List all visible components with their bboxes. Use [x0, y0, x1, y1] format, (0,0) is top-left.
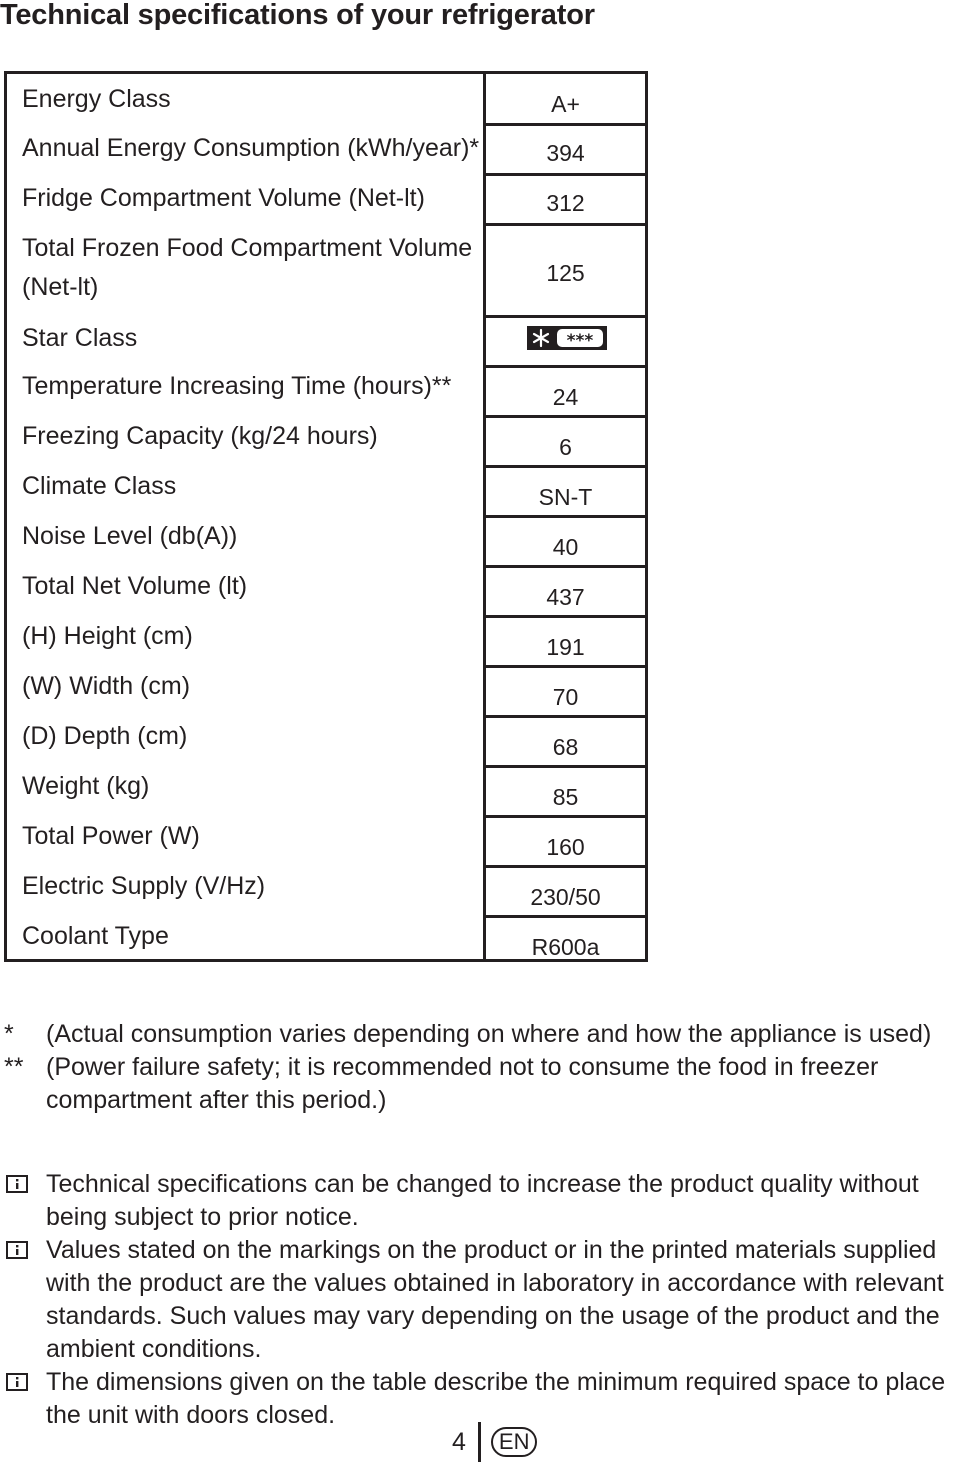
language-badge: EN [491, 1427, 538, 1457]
info-icon [6, 1373, 28, 1391]
footnote-text: (Actual consumption varies depending on where and how the appliance is used) [46, 1020, 932, 1048]
page-title: Technical specifications of your refrigerator [0, 0, 595, 31]
spec-label: Total Power (W) [22, 822, 200, 850]
spec-row-total-net-volume [7, 566, 645, 616]
spec-row-energy-class [7, 74, 645, 124]
footnote [4, 1051, 954, 1117]
spec-row-height [7, 616, 645, 666]
spec-label: Energy Class [22, 85, 171, 113]
footnotes [4, 1018, 954, 1117]
info-icon [6, 1241, 28, 1259]
spec-row-annual-energy [7, 124, 645, 174]
spec-row-total-power [7, 816, 645, 866]
spec-row-weight [7, 766, 645, 816]
spec-value: 70 [552, 684, 579, 710]
spec-value: 312 [546, 190, 585, 216]
spec-row-electric-supply [7, 866, 645, 916]
spec-value: 437 [546, 584, 585, 610]
note-text: Values stated on the markings on the product or in the printed materials supplied with the product are the values obtained in laboratory in accordance with relevant standards. Such values may vary depending on the usage of the product and the ambient conditions. [46, 1236, 944, 1363]
spec-label: Electric Supply (V/Hz) [22, 872, 266, 900]
info-note [4, 1168, 960, 1234]
footer-divider [478, 1422, 481, 1462]
spec-value: 85 [552, 784, 579, 810]
footnote-mark: * [4, 1020, 14, 1048]
spec-row-noise-level [7, 516, 645, 566]
spec-value: A+ [551, 91, 580, 117]
spec-table [4, 71, 648, 962]
info-note [4, 1234, 960, 1366]
spec-label: Total Frozen Food Compartment Volume (Net-lt) [22, 234, 473, 301]
spec-value: 6 [559, 434, 572, 460]
spec-row-depth [7, 716, 645, 766]
spec-label: Climate Class [22, 472, 177, 500]
info-icon [6, 1175, 28, 1193]
spec-row-climate-class [7, 466, 645, 516]
spec-label: (D) Depth (cm) [22, 722, 188, 750]
footnote-text: (Power failure safety; it is recommended not to consume the food in freezer compartment after this period.) [46, 1053, 879, 1114]
spec-value: 40 [552, 534, 579, 560]
spec-label: Annual Energy Consumption (kWh/year)* [22, 134, 480, 162]
page-footer [452, 1422, 537, 1462]
spec-label: Noise Level (db(A)) [22, 522, 238, 550]
spec-row-coolant-type [7, 916, 645, 959]
spec-label: (W) Width (cm) [22, 672, 191, 700]
spec-row-star-class [7, 316, 645, 366]
spec-row-width [7, 666, 645, 716]
spec-row-frozen-volume [7, 224, 645, 316]
spec-label: Total Net Volume (lt) [22, 572, 248, 600]
spec-value: R600a [531, 934, 600, 960]
spec-value: 191 [546, 634, 585, 660]
spec-label: Fridge Compartment Volume (Net-lt) [22, 184, 425, 212]
info-notes [4, 1168, 960, 1432]
spec-label: Temperature Increasing Time (hours)** [22, 372, 452, 400]
spec-label: Weight (kg) [22, 772, 150, 800]
footnote-mark: ** [4, 1053, 24, 1081]
spec-row-fridge-volume [7, 174, 645, 224]
spec-value: 160 [546, 834, 585, 860]
spec-row-temp-increasing-time [7, 366, 645, 416]
note-text: The dimensions given on the table describe the minimum required space to place the unit with doors closed. [46, 1368, 946, 1429]
footnote [4, 1018, 954, 1051]
spec-label: Star Class [22, 324, 138, 352]
spec-value: 24 [552, 384, 579, 410]
spec-label: Coolant Type [22, 922, 169, 950]
note-text: Technical specifications can be changed to increase the product quality without being subject to prior notice. [46, 1170, 919, 1231]
four-star-freezer-icon [527, 326, 607, 350]
spec-value: 68 [552, 734, 579, 760]
spec-value: 125 [546, 260, 585, 286]
spec-value: 230/50 [530, 884, 601, 910]
svg-text:***: *** [566, 331, 594, 350]
spec-label: Freezing Capacity (kg/24 hours) [22, 422, 378, 450]
spec-value: SN-T [538, 484, 593, 510]
spec-label: (H) Height (cm) [22, 622, 193, 650]
spec-value: 394 [546, 140, 585, 166]
spec-row-freezing-capacity [7, 416, 645, 466]
page-number: 4 [452, 1427, 466, 1456]
